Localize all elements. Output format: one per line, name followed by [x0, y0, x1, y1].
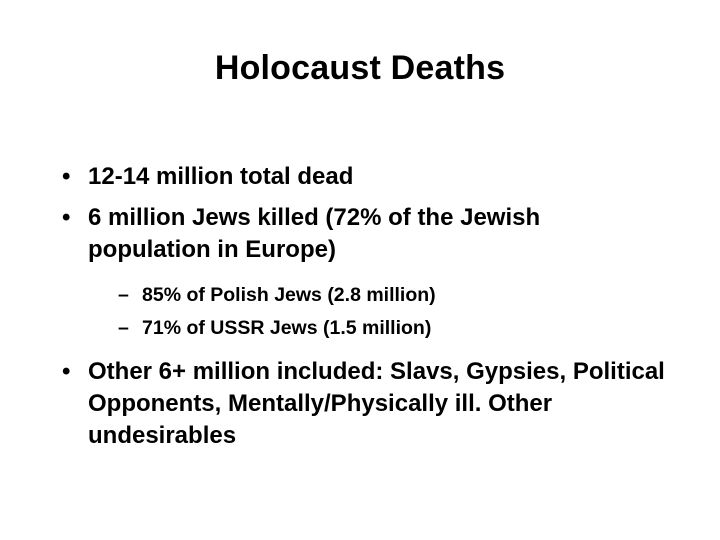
bullet-item	[62, 161, 662, 193]
sub-bullet-marker: –	[118, 317, 129, 339]
bullet-text: Other 6+ million included: Slavs, Gypsies, Political Opponents, Mentally/Physically ill. Other undesirables	[88, 358, 665, 449]
bullet-marker: •	[62, 163, 71, 190]
bullet-marker: •	[62, 358, 71, 385]
bullet-item	[62, 356, 682, 452]
slide-title: Holocaust Deaths	[214, 49, 506, 87]
sub-bullet-item	[118, 315, 678, 341]
bullet-marker: •	[62, 204, 71, 231]
sub-bullet-marker: –	[118, 284, 129, 306]
sub-bullet-item	[118, 282, 678, 308]
bullet-item	[62, 202, 622, 266]
bullet-text: 6 million Jews killed (72% of the Jewish population in Europe)	[88, 204, 541, 263]
bullet-text: 12-14 million total dead	[88, 163, 354, 190]
sub-bullet-text: 71% of USSR Jews (1.5 million)	[142, 317, 432, 339]
sub-bullet-text: 85% of Polish Jews (2.8 million)	[142, 284, 436, 306]
